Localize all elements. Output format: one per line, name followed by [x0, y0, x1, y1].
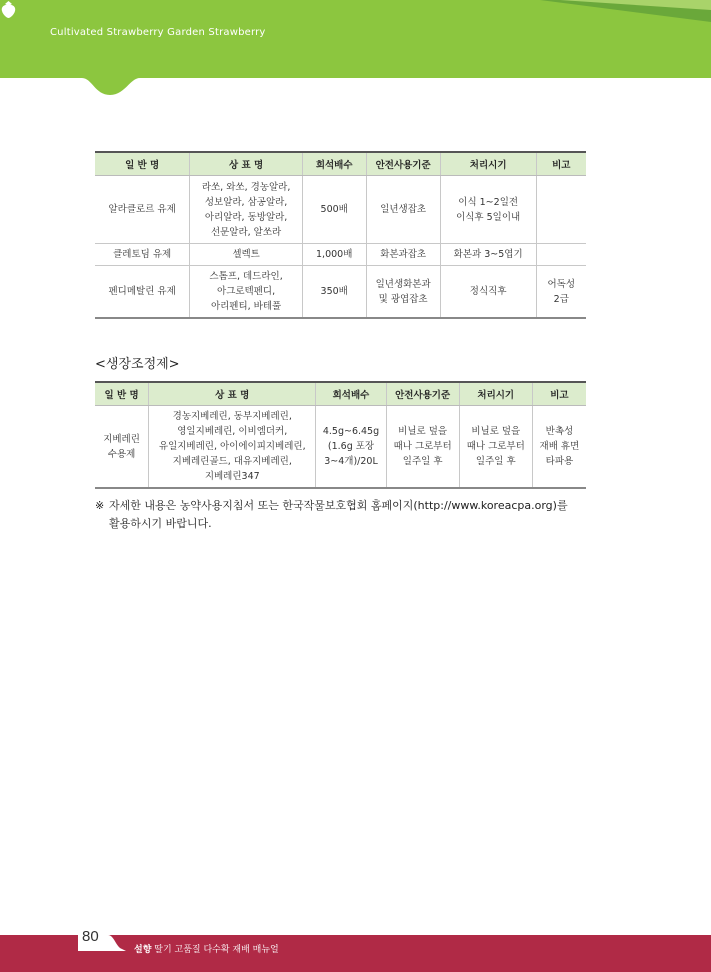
header-banner [0, 0, 711, 100]
herbicide-table [95, 151, 586, 319]
table-cell: 이식 1~2일전 이식후 5일이내 [440, 176, 536, 244]
table-cell [536, 244, 586, 266]
col-header: 일 반 명 [95, 152, 190, 176]
reference-note [95, 497, 590, 533]
note-line-1: 자세한 내용은 농약사용지침서 또는 한국작물보호협회 홈페이지(http://www.koreacpa.org)를 [109, 499, 568, 512]
col-header: 희석배수 [316, 382, 386, 406]
table-cell: 비닐로 덮을 때나 그로부터 일주일 후 [386, 406, 459, 489]
page-number: 80 [82, 928, 99, 945]
table-row [95, 244, 586, 266]
col-header: 처리시기 [459, 382, 532, 406]
footer-subtitle: 딸기 고품질 다수확 재배 매뉴얼 [154, 945, 279, 955]
col-header: 안전사용기준 [386, 382, 459, 406]
table-cell: 어독성 2급 [536, 266, 586, 319]
growth-regulator-table [95, 381, 586, 489]
note-line-2: 활용하시기 바랍니다. [109, 517, 212, 530]
table-row [95, 176, 586, 244]
header-title: Cultivated Strawberry Garden Strawberry [50, 27, 266, 38]
col-header: 처리시기 [440, 152, 536, 176]
table-row [95, 266, 586, 319]
strawberry-icon [0, 0, 17, 19]
col-header: 상 표 명 [149, 382, 316, 406]
col-header: 일 반 명 [95, 382, 149, 406]
table-cell: 1,000배 [302, 244, 366, 266]
table-cell: 반촉성 재배 휴면 타파용 [532, 406, 586, 489]
col-header: 비고 [536, 152, 586, 176]
table-cell: 비닐로 덮을 때나 그로부터 일주일 후 [459, 406, 532, 489]
page-header [0, 0, 711, 100]
table-cell: 경농지베레린, 동부지베레린, 영일지베레린, 이비엠더커, 유일지베레린, 아이에이피지베레린, 지베레린골드, 대유지베레린, 지베레린347 [149, 406, 316, 489]
table-cell: 4.5g~6.45g (1.6g 포장 3~4개)/20L [316, 406, 386, 489]
table-cell: 셀렉트 [190, 244, 303, 266]
table-cell: 500배 [302, 176, 366, 244]
section-title: <생장조정제> [95, 357, 180, 372]
table-cell: 화본과잡초 [366, 244, 440, 266]
table-cell: 클레토딤 유제 [95, 244, 190, 266]
table-header-row [95, 152, 586, 176]
table-row [95, 406, 586, 489]
footer-brand: 설향 [134, 945, 152, 955]
table-cell: 정식직후 [440, 266, 536, 319]
col-header: 상 표 명 [190, 152, 303, 176]
table-cell [536, 176, 586, 244]
table-header-row [95, 382, 586, 406]
col-header: 안전사용기준 [366, 152, 440, 176]
table-cell: 일년생화본과 및 광엽잡초 [366, 266, 440, 319]
footer-title [134, 942, 279, 955]
table-cell: 350배 [302, 266, 366, 319]
note-mark: ※ [95, 499, 105, 512]
table-cell: 라쏘, 와쏘, 경농알라, 성보알라, 삼공알라, 아리알라, 동방알라, 선문알라, 알쏘라 [190, 176, 303, 244]
table-cell: 스톰프, 데드라인, 아그로텍펜디, 아리펜티, 바테풀 [190, 266, 303, 319]
table-cell: 화본과 3~5엽기 [440, 244, 536, 266]
table-cell: 일년생잡초 [366, 176, 440, 244]
col-header: 희석배수 [302, 152, 366, 176]
table-cell: 알라클로르 유제 [95, 176, 190, 244]
table-cell: 지베레린 수용제 [95, 406, 149, 489]
table-cell: 펜디메탈린 유제 [95, 266, 190, 319]
col-header: 비고 [532, 382, 586, 406]
